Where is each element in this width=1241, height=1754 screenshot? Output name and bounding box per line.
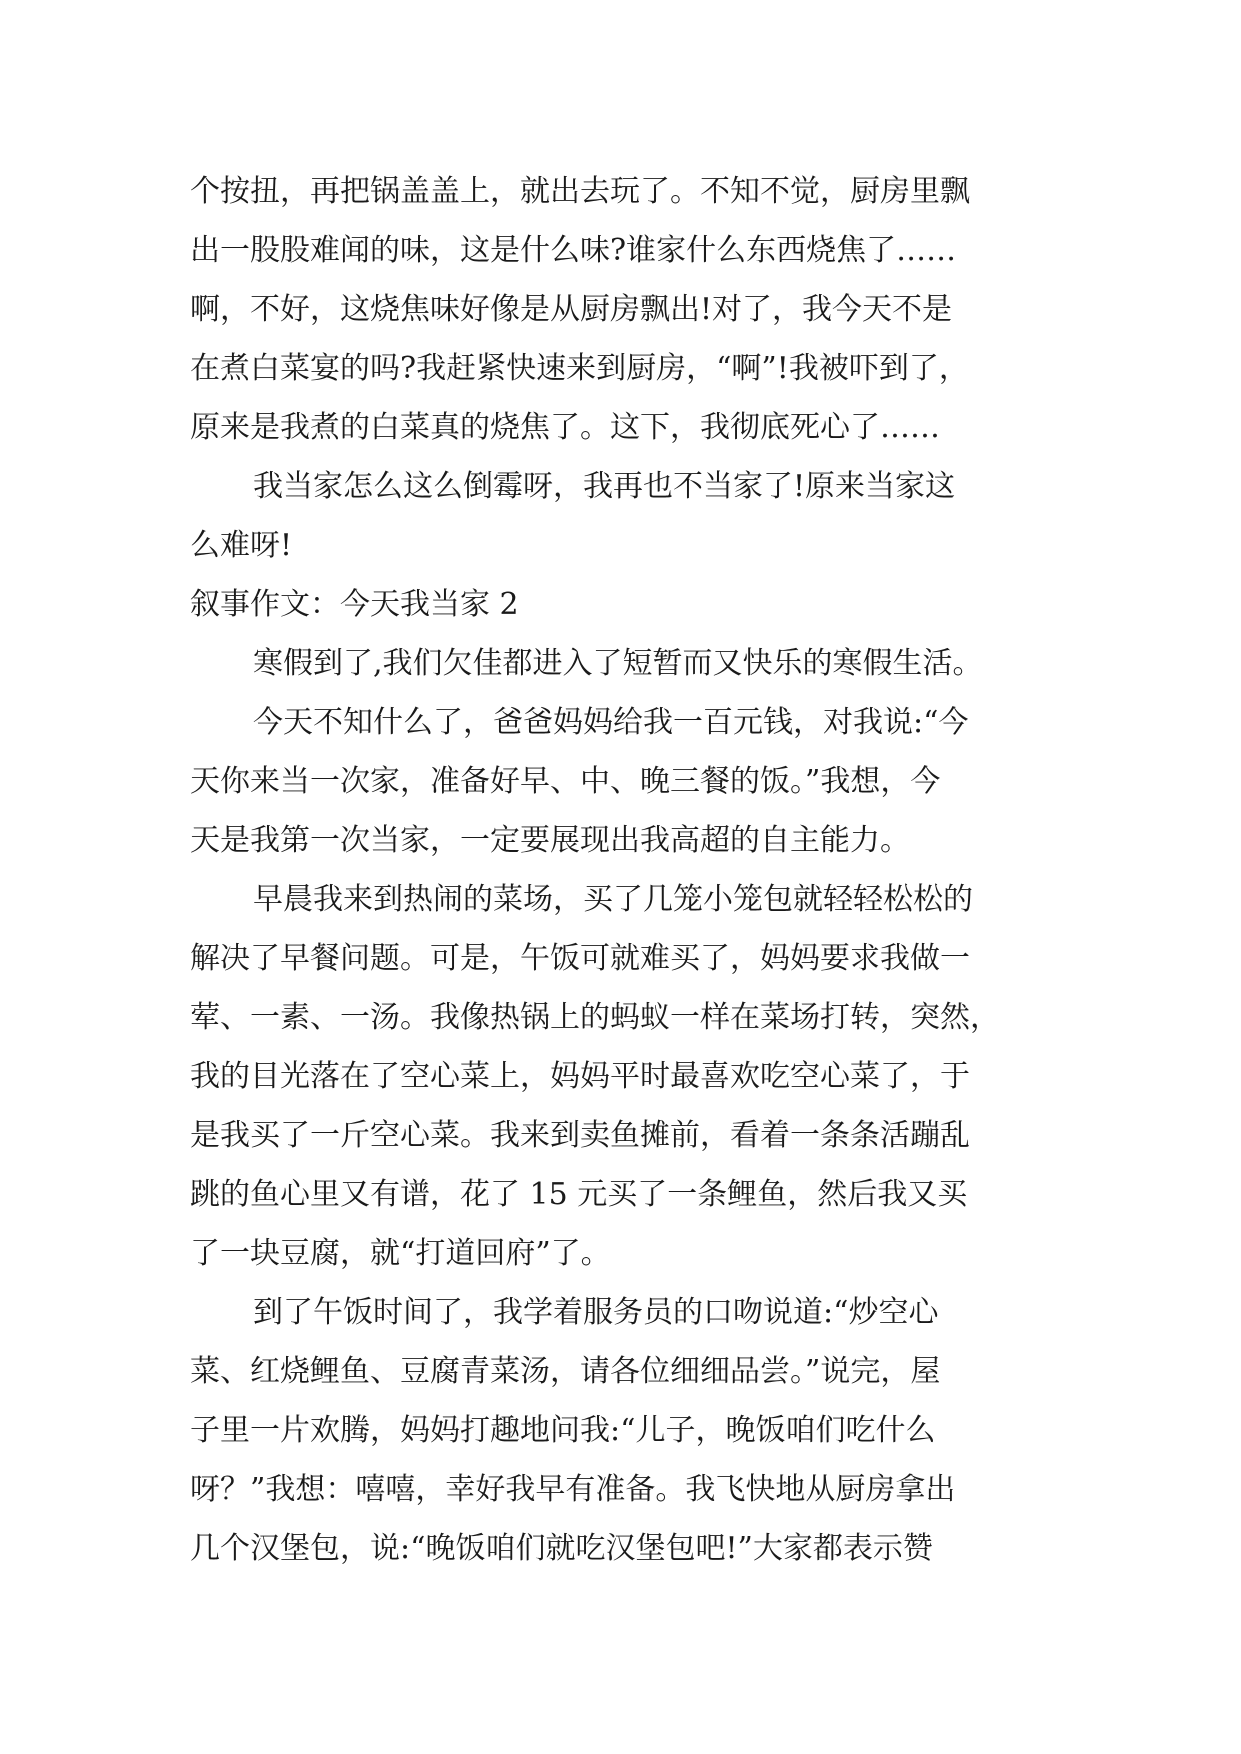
text-line: 我当家怎么这么倒霉呀，我再也不当家了!原来当家这	[253, 469, 956, 504]
text-line: 到了午饭时间了，我学着服务员的口吻说道:“炒空心	[253, 1295, 939, 1330]
text-line: 原来是我煮的白菜真的烧焦了。这下，我彻底死心了……	[190, 410, 940, 445]
text-line: 天你来当一次家，准备好早、中、晚三餐的饭。”我想，今	[190, 764, 941, 799]
text-line: 出一股股难闻的味，这是什么味?谁家什么东西烧焦了……	[190, 233, 957, 268]
text-line: 菜、红烧鲤鱼、豆腐青菜汤，请各位细细品尝。”说完，屋	[190, 1354, 941, 1389]
text-line: 荤、一素、一汤。我像热锅上的蚂蚁一样在菜场打转，突然，	[190, 1000, 1000, 1035]
text-line: 个按扭，再把锅盖盖上，就出去玩了。不知不觉，厨房里飘	[190, 174, 970, 209]
text-line: 子里一片欢腾，妈妈打趣地问我:“儿子，晚饭咱们吃什么	[190, 1413, 936, 1448]
text-line: 天是我第一次当家，一定要展现出我高超的自主能力。	[190, 823, 910, 858]
section-heading: 叙事作文：今天我当家 2	[190, 587, 519, 622]
text-line: 了一块豆腐，就“打道回府”了。	[190, 1236, 611, 1271]
text-line: 么难呀!	[190, 528, 293, 563]
text-line: 今天不知什么了，爸爸妈妈给我一百元钱，对我说:“今	[253, 705, 969, 740]
text-line: 呀？”我想：嘻嘻，幸好我早有准备。我飞快地从厨房拿出	[190, 1472, 956, 1507]
text-line: 在煮白菜宴的吗?我赶紧快速来到厨房，“啊”!我被吓到了，	[190, 351, 969, 386]
text-line: 几个汉堡包，说:“晚饭咱们就吃汉堡包吧!”大家都表示赞	[190, 1531, 933, 1566]
text-line: 解决了早餐问题。可是，午饭可就难买了，妈妈要求我做一	[190, 941, 970, 976]
text-line: 早晨我来到热闹的菜场，买了几笼小笼包就轻轻松松的	[253, 882, 973, 917]
text-line: 寒假到了,我们欠佳都进入了短暂而又快乐的寒假生活。	[253, 646, 983, 681]
document-page	[190, 162, 1060, 1578]
text-line: 跳的鱼心里又有谱，花了 15 元买了一条鲤鱼，然后我又买	[190, 1177, 968, 1212]
text-line: 我的目光落在了空心菜上，妈妈平时最喜欢吃空心菜了，于	[190, 1059, 970, 1094]
text-line: 是我买了一斤空心菜。我来到卖鱼摊前，看着一条条活蹦乱	[190, 1118, 970, 1153]
text-line: 啊，不好，这烧焦味好像是从厨房飘出!对了，我今天不是	[190, 292, 953, 327]
